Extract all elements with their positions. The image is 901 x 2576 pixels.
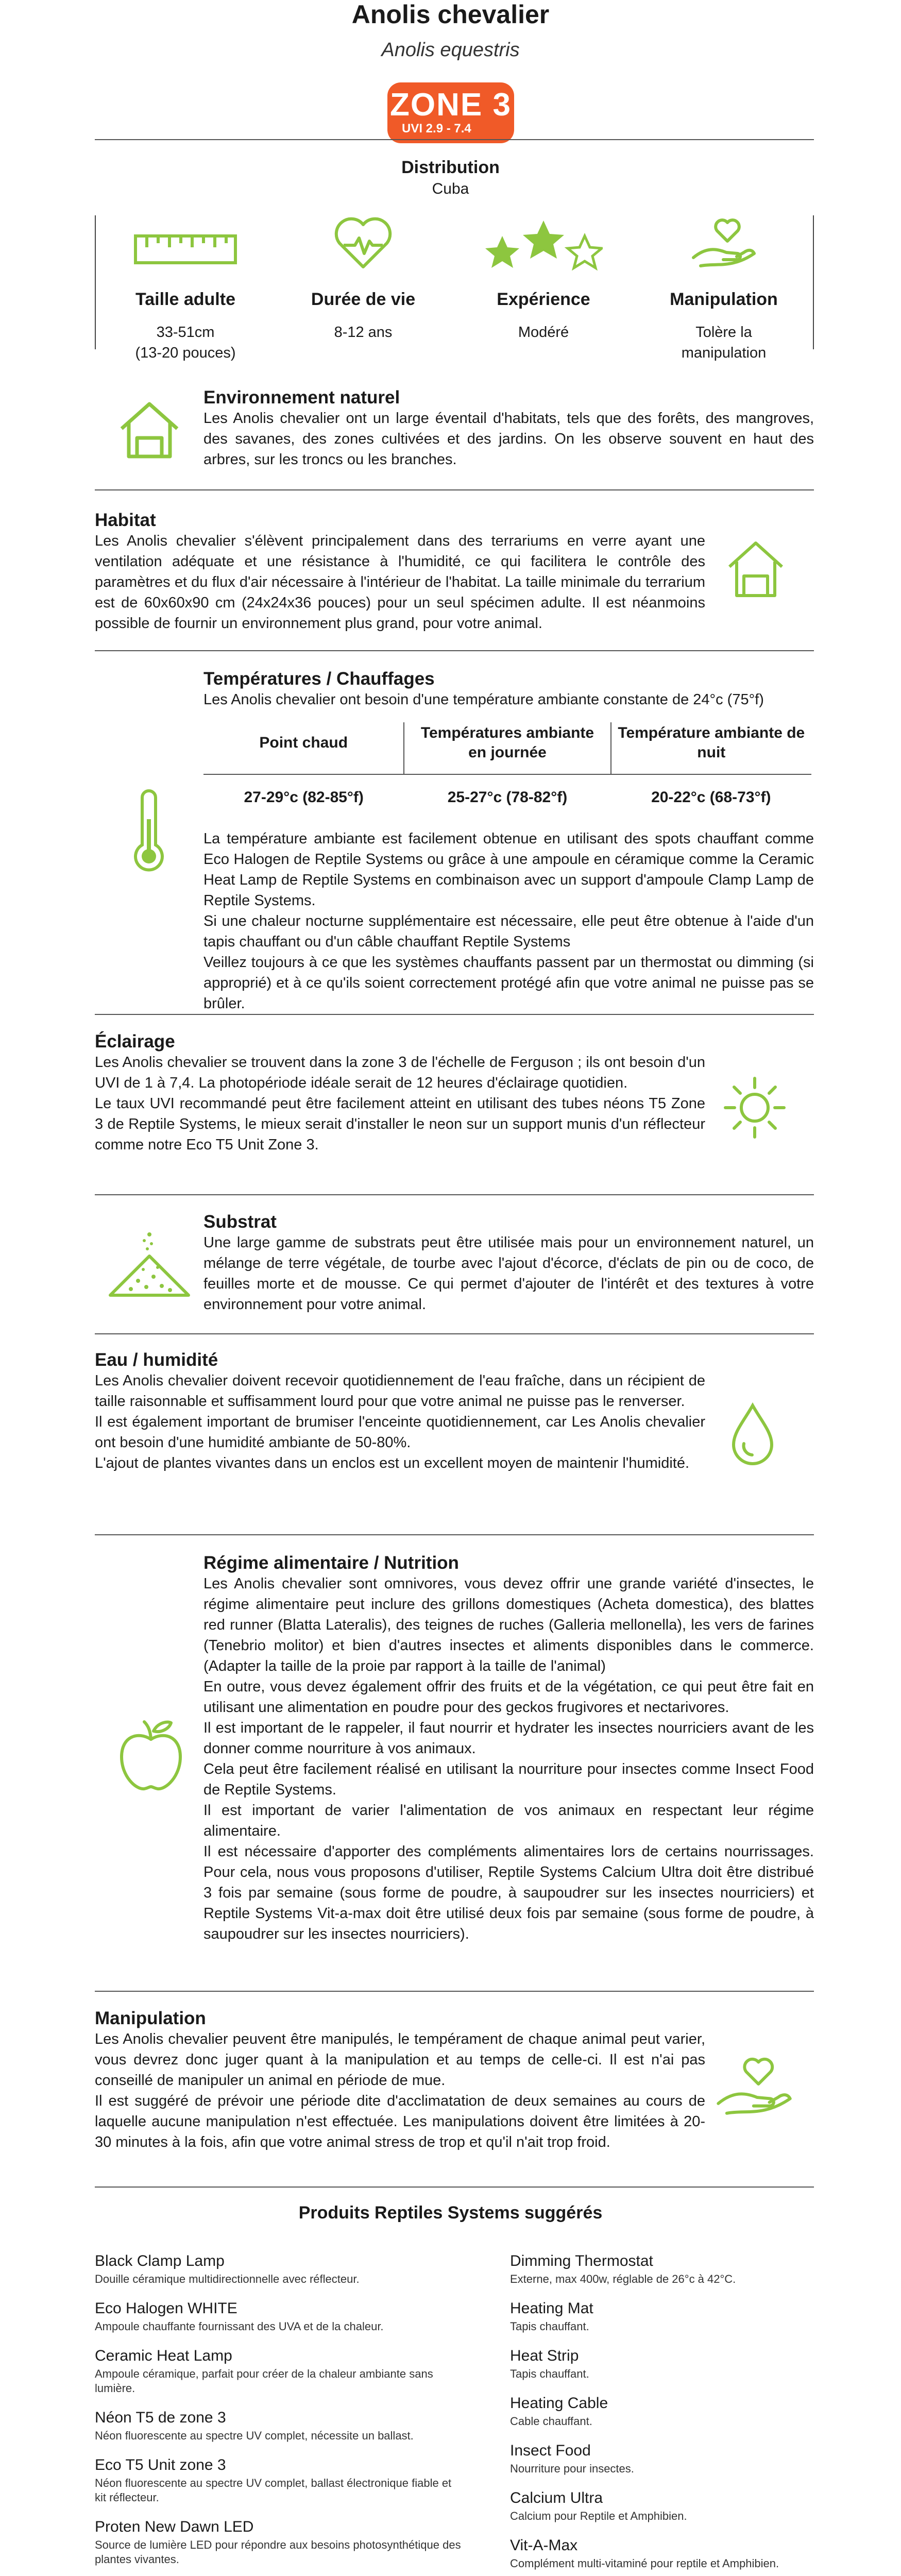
table-cell: 20-22°c (68-73°f) <box>651 789 771 806</box>
stat-experience <box>464 215 623 343</box>
stat-duree <box>283 215 443 343</box>
zone-label: ZONE 3 <box>390 87 512 123</box>
table-header: Température ambiante de nuit <box>611 722 811 774</box>
apple-icon <box>117 1716 184 1795</box>
product-name: Heat Strip <box>510 2347 579 2364</box>
section-text: Les Anolis chevalier ont besoin d'une température ambiante constante de 24°c (75°f) <box>203 691 764 708</box>
stat-value: Modéré <box>518 324 569 341</box>
product-name: Insect Food <box>510 2442 591 2459</box>
product-item <box>510 2442 814 2476</box>
product-item <box>95 2347 466 2396</box>
product-item <box>95 2300 466 2334</box>
section-text: Les Anolis chevalier peuvent être manipulés, le tempérament de chaque animal peut varier, vous devrez donc juger quant à la manipulation et au temps de celle-ci. Il est n'ai pas conseillé de manipuler un animal en période de mue. <box>95 2031 705 2089</box>
section-text: Il est suggéré de prévoir une période dite d'acclimatation de deux semaines au cours de laquelle aucune manipulation n'est effectuée. Les manipulations doivent être limitées à 20-30 minutes à la fois, afin que votre animal stress de trop et qu'il n'ait trop froid. <box>95 2093 705 2150</box>
section-text: Les Anolis chevalier ont un large éventail d'habitats, tels que des forêts, des mangroves, des savanes, des zones cultivées et des jardins. On les observe souvent en haut des arbres, sur les troncs ou les branches. <box>203 410 814 468</box>
product-name: Black Clamp Lamp <box>95 2252 225 2269</box>
product-name: Dimming Thermostat <box>510 2252 653 2269</box>
products-title: Produits Reptiles Systems suggérés <box>298 2203 603 2223</box>
product-name: Eco Halogen WHITE <box>95 2300 237 2317</box>
product-desc: Ampoule céramique, parfait pour créer de la chaleur ambiante sans lumière. <box>95 2367 433 2395</box>
section-eau <box>95 1350 705 1473</box>
section-text: Il est nécessaire d'apporter des compléments alimentaires lors de certains nourrissages. Pour cela, nous vous proposons d'utiliser, Reptile Systems Calcium Ultra doit être distribué 3 fois par semaine (sous forme de poudre, à saupoudrer sur les insectes nourriciers) et Reptile Systems Vit-a-max doit être utilisé deux fois par semaine (sous forme de poudre, à saupoudrer sur les insectes nourriciers). <box>203 1843 814 1942</box>
hand-heart-icon <box>713 2054 795 2123</box>
product-desc: Calcium pour Reptile et Amphibien. <box>510 2510 687 2522</box>
section-habitat <box>95 510 705 634</box>
stat-label: Durée de vie <box>311 290 416 309</box>
section-manipulation <box>95 2008 705 2153</box>
section-temperatures <box>203 669 814 1014</box>
stat-value: 8-12 ans <box>334 324 393 341</box>
substrate-icon <box>107 1231 192 1301</box>
section-text: Cela peut être facilement réalisé en utilisant la nourriture pour insectes comme Insect Food de Reptile Systems. <box>203 1761 814 1798</box>
section-title: Éclairage <box>95 1031 175 1052</box>
divider <box>95 1333 814 1334</box>
product-desc: Complément multi-vitaminé pour reptile et Amphibien. <box>510 2557 779 2570</box>
divider <box>95 1014 814 1015</box>
product-item <box>95 2252 466 2286</box>
section-text: Veillez toujours à ce que les systèmes chauffants passent par un thermostat ou dimming (si approprié) et à ce qu'ils soient correctement protégé afin que votre animal ne puisse pas se brûler. <box>203 954 814 1012</box>
product-item <box>510 2395 814 2429</box>
heartbeat-icon <box>283 215 443 272</box>
house-icon <box>118 400 180 464</box>
table-header: Point chaud <box>203 722 404 774</box>
uvi-label: UVI 2.9 - 7.4 <box>402 122 471 135</box>
section-text: La température ambiante est facilement obtenue en utilisant des spots chauffant comme Eco Halogen de Reptile Systems ou grâce à une ampoule en céramique comme la Ceramic Heat Lamp de Reptile Systems en combinaison avec un support d'ampoule Clamp Lamp de Reptile Systems. <box>203 831 814 909</box>
ruler-icon <box>106 215 265 272</box>
section-title: Régime alimentaire / Nutrition <box>203 1553 459 1573</box>
product-name: Eco T5 Unit zone 3 <box>95 2456 226 2473</box>
product-desc: Externe, max 400w, réglable de 26°c à 42°C. <box>510 2273 736 2285</box>
product-item <box>510 2300 814 2334</box>
distribution-value: Cuba <box>432 180 469 197</box>
product-item <box>510 2347 814 2381</box>
stat-label: Expérience <box>497 290 590 309</box>
section-text: Les Anolis chevalier sont omnivores, vous devez offrir une grande variété d'insectes, le régime alimentaire peut inclure des grillons domestiques (Acheta domestica), des blattes red runner (Blatta Lateralis), des teignes de ruches (Galleria mellonella), les vers de farines (Tenebrio molitor) et bien d'autres insectes et aliments disponibles dans le commerce. (Adapter la taille de la proie par rapport à la taille de l'animal) <box>203 1575 814 1674</box>
product-item <box>510 2489 814 2523</box>
zone-badge <box>387 82 514 143</box>
stat-label: Taille adulte <box>135 290 235 309</box>
product-desc: Néon fluorescente au spectre UV complet, ballast électronique fiable et kit réflecteur. <box>95 2477 452 2504</box>
product-desc: Ampoule chauffante fournissant des UVA et de la chaleur. <box>95 2320 384 2333</box>
house-icon <box>727 540 784 602</box>
product-desc: Néon fluorescente au spectre UV complet, nécessite un ballast. <box>95 2429 414 2442</box>
section-text: En outre, vous devez également offrir des fruits et de la végétation, ce qui peut être fait en utilisant une alimentation en poudre pour des geckos frugivores et nectarivores. <box>203 1679 814 1716</box>
section-text: Il est important de varier l'alimentation de vos animaux en respectant leur régime alimentaire. <box>203 1802 814 1839</box>
divider <box>95 489 814 490</box>
temperature-table <box>203 722 811 817</box>
section-text: Les Anolis chevalier se trouvent dans la zone 3 de l'échelle de Ferguson ; ils ont besoin d'un UVI de 1 à 7,4. La photopériode idéale serait de 12 heures d'éclairage quotidien. <box>95 1054 705 1091</box>
sun-icon <box>721 1074 788 1144</box>
section-text: Le taux UVI recommandé peut être facilement atteint en utilisant des tubes néons T5 Zone 3 de Reptile Systems, le mieux serait d'installer le neon sur un support munis d'un réflecteur comme notre Eco T5 Unit Zone 3. <box>95 1095 705 1153</box>
stat-label: Manipulation <box>670 290 778 309</box>
stat-manipulation <box>644 215 804 363</box>
table-header: Températures ambiante en journée <box>404 722 610 774</box>
product-item <box>510 2537 814 2571</box>
product-item <box>95 2518 466 2567</box>
product-desc: Douille céramique multidirectionnelle avec réflecteur. <box>95 2273 360 2285</box>
section-text: Une large gamme de substrats peut être utilisée mais pour un environnement naturel, un mélange de terre végétale, de tourbe avec l'ajout d'écorce, d'éclats de pin ou de coco, de feuilles morte et de mousse. Ce qui permet d'ajouter de l'intérêt et des textures à votre environnement pour votre animal. <box>203 1234 814 1313</box>
distribution-title: Distribution <box>401 158 500 177</box>
section-text: Si une chaleur nocturne supplémentaire est nécessaire, elle peut être obtenue à l'aide d'un tapis chauffant ou d'un câble chauffant Reptile Systems <box>203 913 814 950</box>
product-desc: Tapis chauffant. <box>510 2320 589 2333</box>
table-cell: 27-29°c (82-85°f) <box>244 789 364 806</box>
thermometer-icon <box>131 788 167 878</box>
section-text: Les Anolis chevalier s'élèvent principalement dans des terrariums en verre ayant une ventilation adéquate et une résistance à l'humidité, ce qui facilitera le contrôle des paramètres et du flux d'air nécessaire à l'intérieur de l'habitat. La taille minimale du terrarium est de 60x60x90 cm (24x24x36 pouces) pour un seul spécimen adulte. Il est néanmoins possible de fournir un environnement plus grand, pour votre animal. <box>95 533 705 632</box>
divider <box>95 650 814 651</box>
latin-name: Anolis equestris <box>381 39 520 61</box>
water-drop-icon <box>729 1401 776 1471</box>
stars-icon <box>464 215 623 272</box>
product-name: Néon T5 de zone 3 <box>95 2409 226 2426</box>
product-desc: Tapis chauffant. <box>510 2367 589 2380</box>
product-item <box>510 2252 814 2286</box>
section-text: Il est également important de brumiser l'enceinte quotidiennement, car Les Anolis chevalier ont besoin d'une humidité ambiante de 50-80%. <box>95 1414 705 1451</box>
page-title: Anolis chevalier <box>351 0 550 29</box>
product-desc: Nourriture pour insectes. <box>510 2462 634 2475</box>
section-environnement <box>203 387 814 470</box>
product-name: Proten New Dawn LED <box>95 2518 254 2535</box>
divider <box>95 1534 814 1535</box>
section-title: Manipulation <box>95 2008 206 2028</box>
section-title: Substrat <box>203 1212 277 1232</box>
product-item <box>95 2409 466 2443</box>
section-title: Eau / humidité <box>95 1350 218 1370</box>
stat-taille <box>106 215 265 363</box>
product-name: Calcium Ultra <box>510 2489 603 2506</box>
product-item <box>95 2456 466 2505</box>
product-name: Ceramic Heat Lamp <box>95 2347 232 2364</box>
section-substrat <box>203 1212 814 1315</box>
divider <box>95 1194 814 1195</box>
section-text: L'ajout de plantes vivantes dans un enclos est un excellent moyen de maintenir l'humidité. <box>95 1455 690 1471</box>
section-text: Il est important de le rappeler, il faut nourrir et hydrater les insectes nourriciers avant de les donner comme nourriture à vos animaux. <box>203 1720 814 1757</box>
product-name: Heating Cable <box>510 2395 608 2412</box>
section-title: Environnement naturel <box>203 387 400 408</box>
divider <box>95 2187 814 2188</box>
product-name: Vit-A-Max <box>510 2537 578 2554</box>
section-regime <box>203 1553 814 1944</box>
section-text: Les Anolis chevalier doivent recevoir quotidiennement de l'eau fraîche, dans un récipient de taille raisonnable et suffisamment lourd pour que votre animal ne puisse pas le renverser. <box>95 1372 705 1410</box>
product-desc: Source de lumière LED pour répondre aux besoins photosynthétique des plantes vivantes. <box>95 2538 461 2566</box>
stat-value: 33-51cm (13-20 pouces) <box>135 324 236 361</box>
divider <box>95 215 96 349</box>
divider <box>813 215 814 349</box>
product-desc: Cable chauffant. <box>510 2415 592 2428</box>
divider <box>95 139 814 140</box>
divider <box>95 1991 814 1992</box>
section-eclairage <box>95 1031 705 1155</box>
section-title: Températures / Chauffages <box>203 669 435 689</box>
hand-heart-icon <box>644 215 804 272</box>
section-title: Habitat <box>95 510 156 530</box>
product-name: Heating Mat <box>510 2300 593 2317</box>
table-cell: 25-27°c (78-82°f) <box>447 789 568 806</box>
stat-value: Tolère la manipulation <box>681 324 767 361</box>
